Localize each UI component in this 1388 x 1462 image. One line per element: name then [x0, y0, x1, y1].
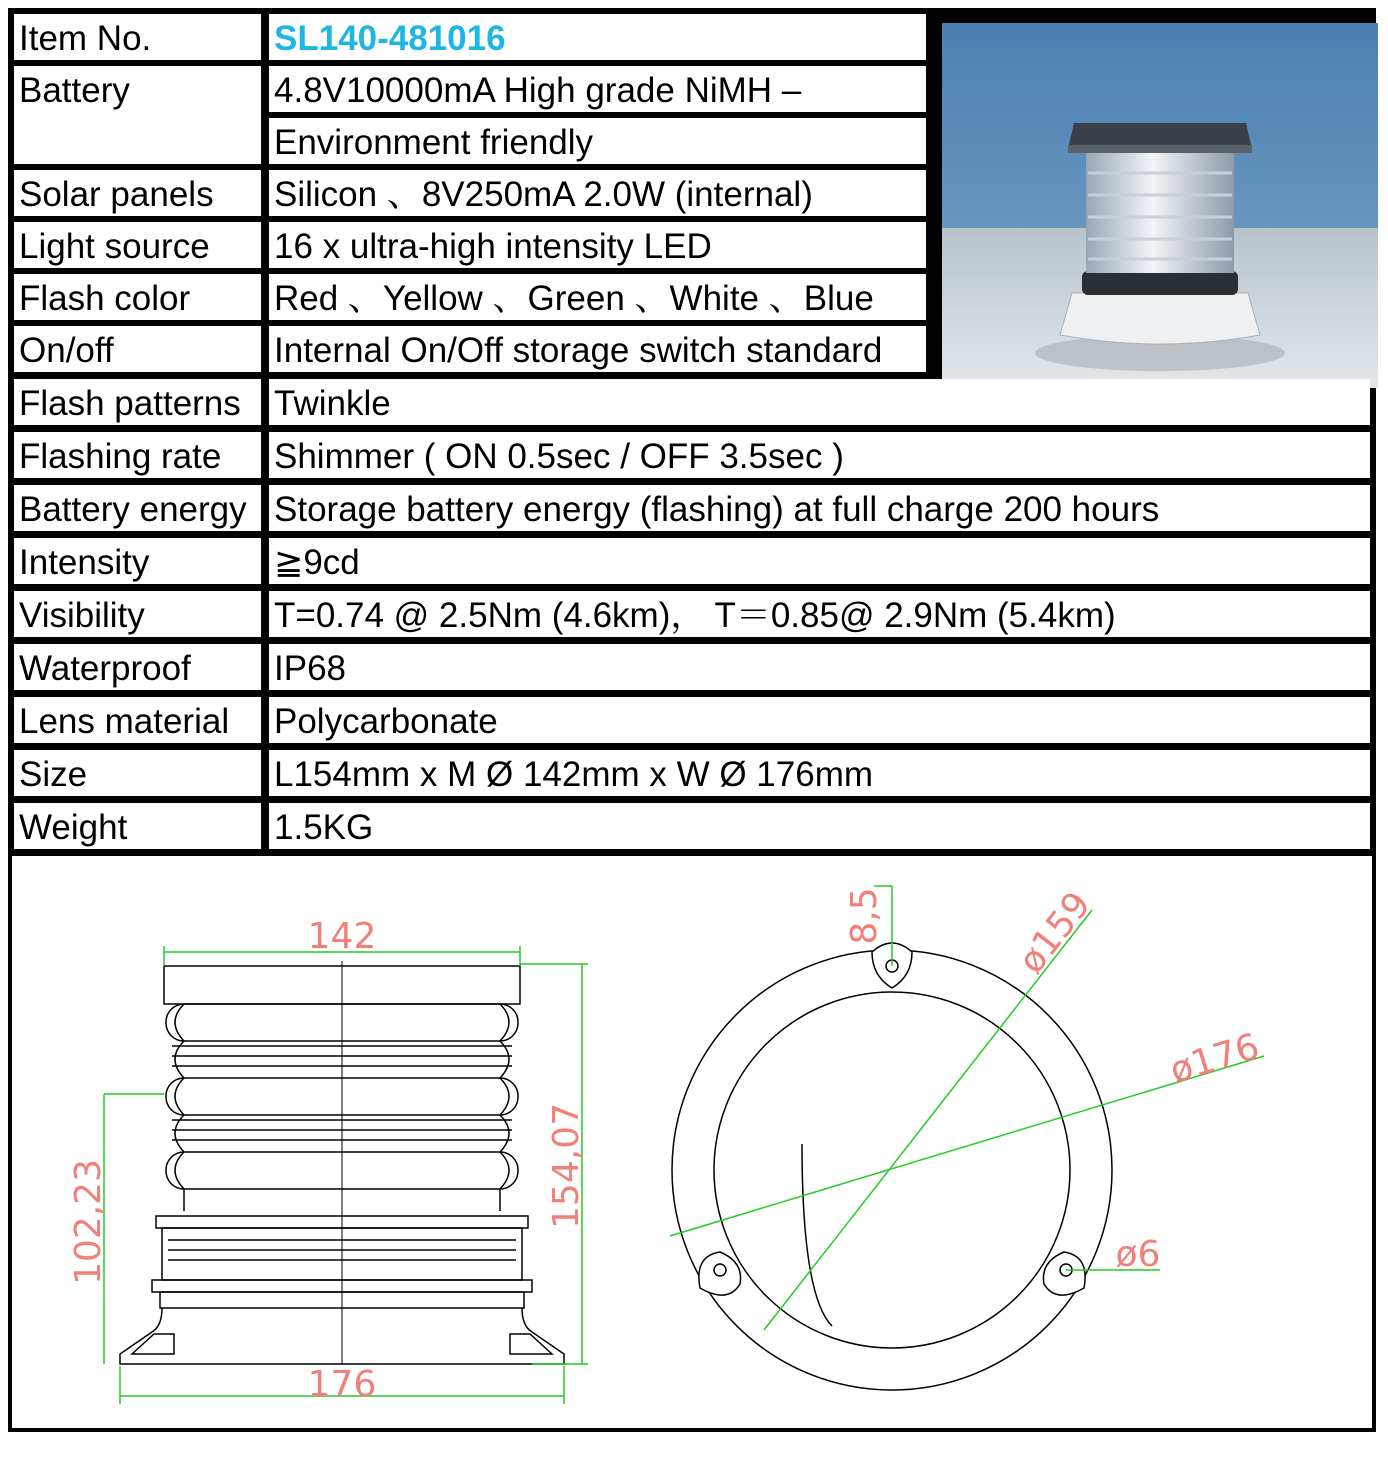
value-battery-energy: Storage battery energy (flashing) at full charge 200 hours [269, 485, 1370, 531]
label-intensity: Intensity [14, 538, 261, 584]
dim-mid-height: 102,23 [68, 1159, 109, 1285]
label-flash-color: Flash color [14, 274, 261, 320]
label-item-no: Item No. [14, 14, 261, 60]
value-flash-color: Red 、Yellow 、Green 、White 、Blue [269, 274, 926, 320]
label-battery: Battery [14, 66, 261, 164]
dim-hole-diameter: ø6 [1115, 1234, 1161, 1275]
dim-outer-diameter: ø176 [1165, 1026, 1265, 1092]
side-view [120, 961, 564, 1364]
dim-base-width: 176 [307, 1364, 377, 1405]
label-flashing-rate: Flashing rate [14, 432, 261, 478]
label-flash-patterns: Flash patterns [14, 379, 261, 425]
dim-slot: 8,5 [844, 887, 885, 945]
value-solar-panels: Silicon 、8V250mA 2.0W (internal) [269, 170, 926, 216]
technical-drawing [8, 856, 1376, 1432]
value-battery-line1: 4.8V10000mA High grade NiMH – [269, 66, 926, 112]
value-flash-patterns: Twinkle [269, 379, 1370, 425]
label-battery-energy: Battery energy [14, 485, 261, 531]
value-intensity: ≧9cd [269, 538, 1370, 584]
value-size: L154mm x M Ø 142mm x W Ø 176mm [269, 750, 1370, 796]
label-on-off: On/off [14, 326, 261, 372]
label-lens-material: Lens material [14, 697, 261, 743]
value-weight: 1.5KG [269, 803, 1370, 849]
dim-inner-diameter: ø159 [1010, 884, 1100, 982]
value-waterproof: IP68 [269, 644, 1370, 690]
label-weight: Weight [14, 803, 261, 849]
value-light-source: 16 x ultra-high intensity LED [269, 222, 926, 268]
value-visibility: T=0.74 @ 2.5Nm (4.6km)， T＝0.85@ 2.9Nm (5.4km) [269, 591, 1370, 637]
value-item-no: SL140-481016 [269, 14, 926, 60]
dim-top-width: 142 [307, 916, 377, 957]
label-solar-panels: Solar panels [14, 170, 261, 216]
label-waterproof: Waterproof [14, 644, 261, 690]
value-lens-material: Polycarbonate [269, 697, 1370, 743]
spec-table [8, 8, 1376, 856]
label-size: Size [14, 750, 261, 796]
label-visibility: Visibility [14, 591, 261, 637]
value-flashing-rate: Shimmer ( ON 0.5sec / OFF 3.5sec ) [269, 432, 1370, 478]
product-photo [942, 23, 1378, 388]
value-on-off: Internal On/Off storage switch standard [269, 326, 926, 372]
dim-total-height: 154,07 [546, 1103, 587, 1229]
label-light-source: Light source [14, 222, 261, 268]
value-battery-line2: Environment friendly [269, 118, 926, 164]
